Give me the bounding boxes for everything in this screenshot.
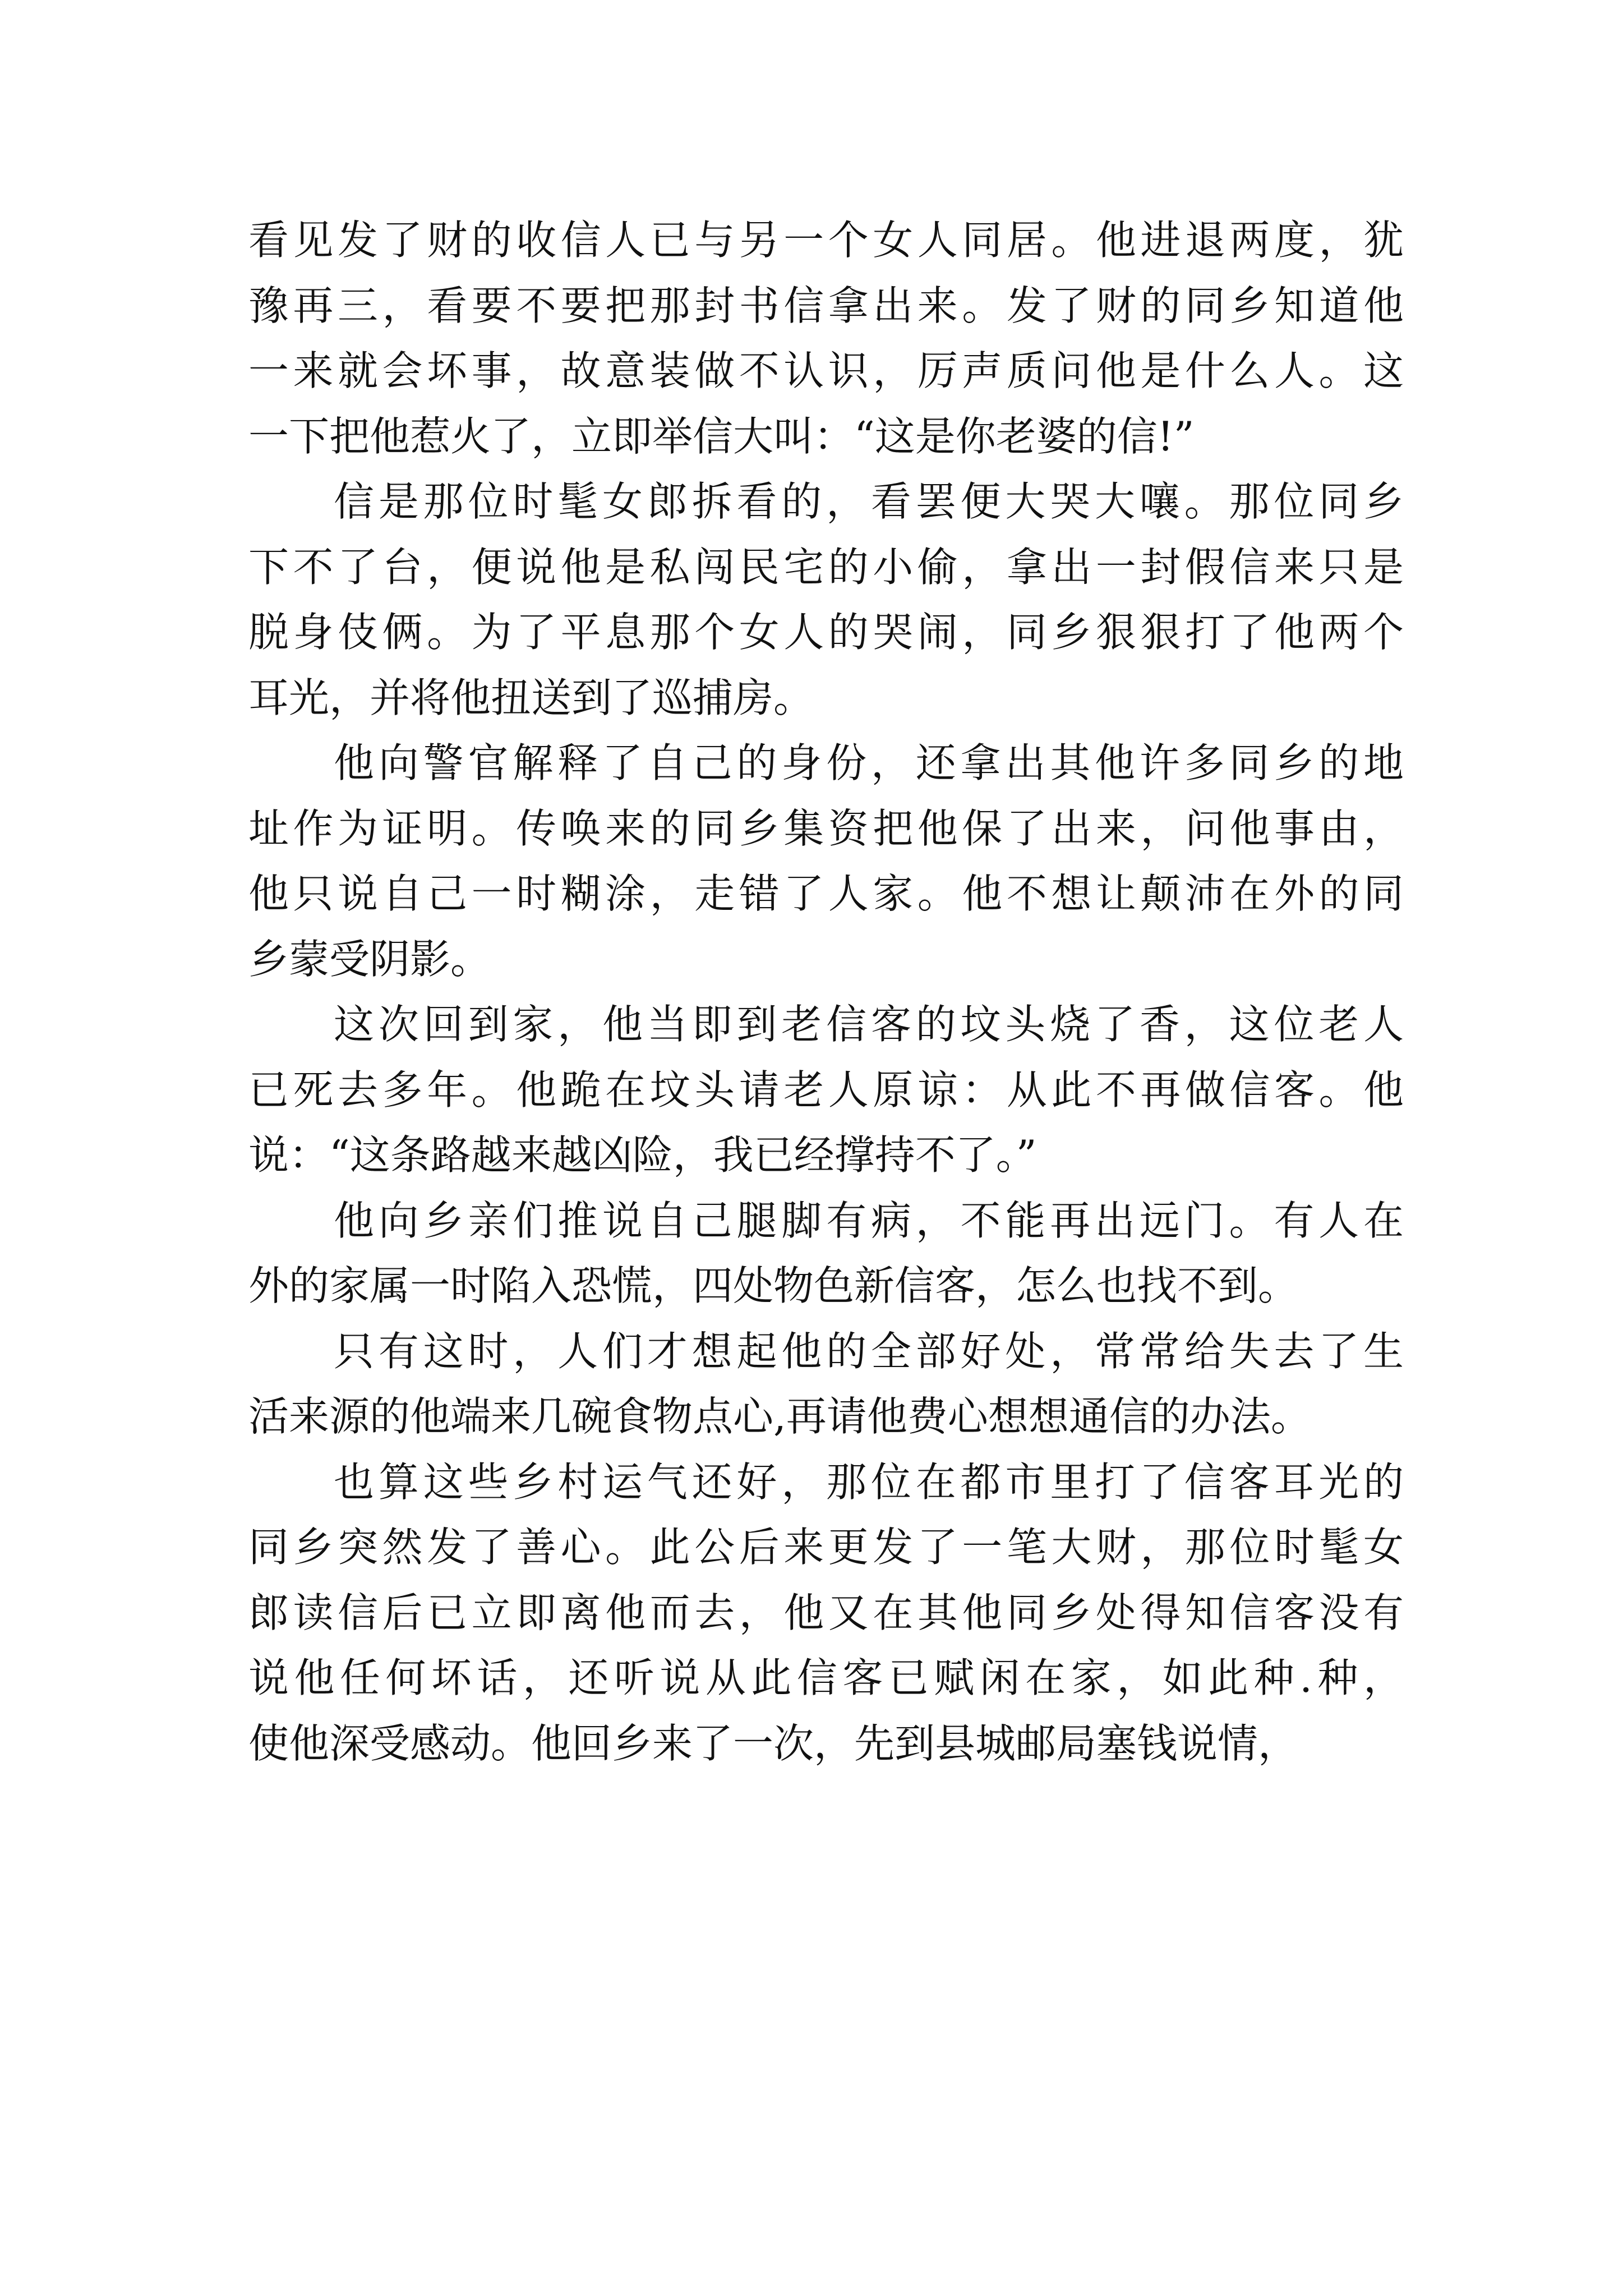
- text-line: 活来源的他端来几碗食物点心,再请他费心想想通信的办法。: [248, 1393, 1311, 1440]
- text-line: 郎读信后已立即离他而去，他又在其他同乡处得知信客没有: [248, 1589, 1408, 1636]
- body-text: [248, 208, 1409, 1776]
- text-line: 这次回到家，他当即到老信客的坟头烧了香，这位老人: [334, 1001, 1408, 1048]
- text-line: 只有这时，人们才想起他的全部好处，常常给失去了生: [334, 1327, 1408, 1375]
- text-line: 他向乡亲们推说自己腿脚有病，不能再出远门。有人在: [334, 1197, 1408, 1244]
- text-line: 同乡突然发了善心。此公后来更发了一笔大财，那位时髦女: [248, 1524, 1408, 1571]
- text-line: 一来就会坏事，故意装做不认识，厉声质问他是什么人。这: [248, 347, 1408, 394]
- text-line: 信是那位时髦女郎拆看的，看罢便大哭大嚷。那位同乡: [334, 478, 1408, 525]
- text-line: 说：“这条路越来越凶险，我已经撑持不了。”: [248, 1131, 1037, 1179]
- text-line: 使他深受感动。他回乡来了一次，先到县城邮局塞钱说情，: [248, 1719, 1299, 1767]
- text-line: 址作为证明。传唤来的同乡集资把他保了出来，问他事由，: [248, 804, 1408, 852]
- text-line: 他只说自己一时糊涂，走错了人家。他不想让颠沛在外的同: [248, 870, 1408, 917]
- text-line: 已死去多年。他跪在坟头请老人原谅：从此不再做信客。他: [248, 1066, 1408, 1114]
- text-line: 豫再三，看要不要把那封书信拿出来。发了财的同乡知道他: [248, 282, 1408, 329]
- text-line: 脱身伎俩。为了平息那个女人的哭闹，同乡狠狠打了他两个: [248, 609, 1408, 656]
- text-line: 说他任何坏话，还听说从此信客已赋闲在家，如此种.种，: [248, 1654, 1409, 1701]
- text-line: 下不了台，便说他是私闯民宅的小偷，拿出一封假信来只是: [248, 543, 1408, 591]
- text-line: 乡蒙受阴影。: [248, 935, 491, 983]
- text-line: 他向警官解释了自己的身份，还拿出其他许多同乡的地: [334, 739, 1408, 786]
- text-line: 也算这些乡村运气还好，那位在都市里打了信客耳光的: [334, 1458, 1408, 1506]
- text-line: 一下把他惹火了，立即举信大叫：“这是你老婆的信!”: [248, 412, 1195, 460]
- text-line: 耳光，并将他扭送到了巡捕房。: [248, 674, 814, 721]
- text-line: 外的家属一时陷入恐慌，四处物色新信客，怎么也找不到。: [248, 1262, 1299, 1309]
- text-line: 看见发了财的收信人已与另一个女人同居。他进退两度，犹: [248, 217, 1408, 264]
